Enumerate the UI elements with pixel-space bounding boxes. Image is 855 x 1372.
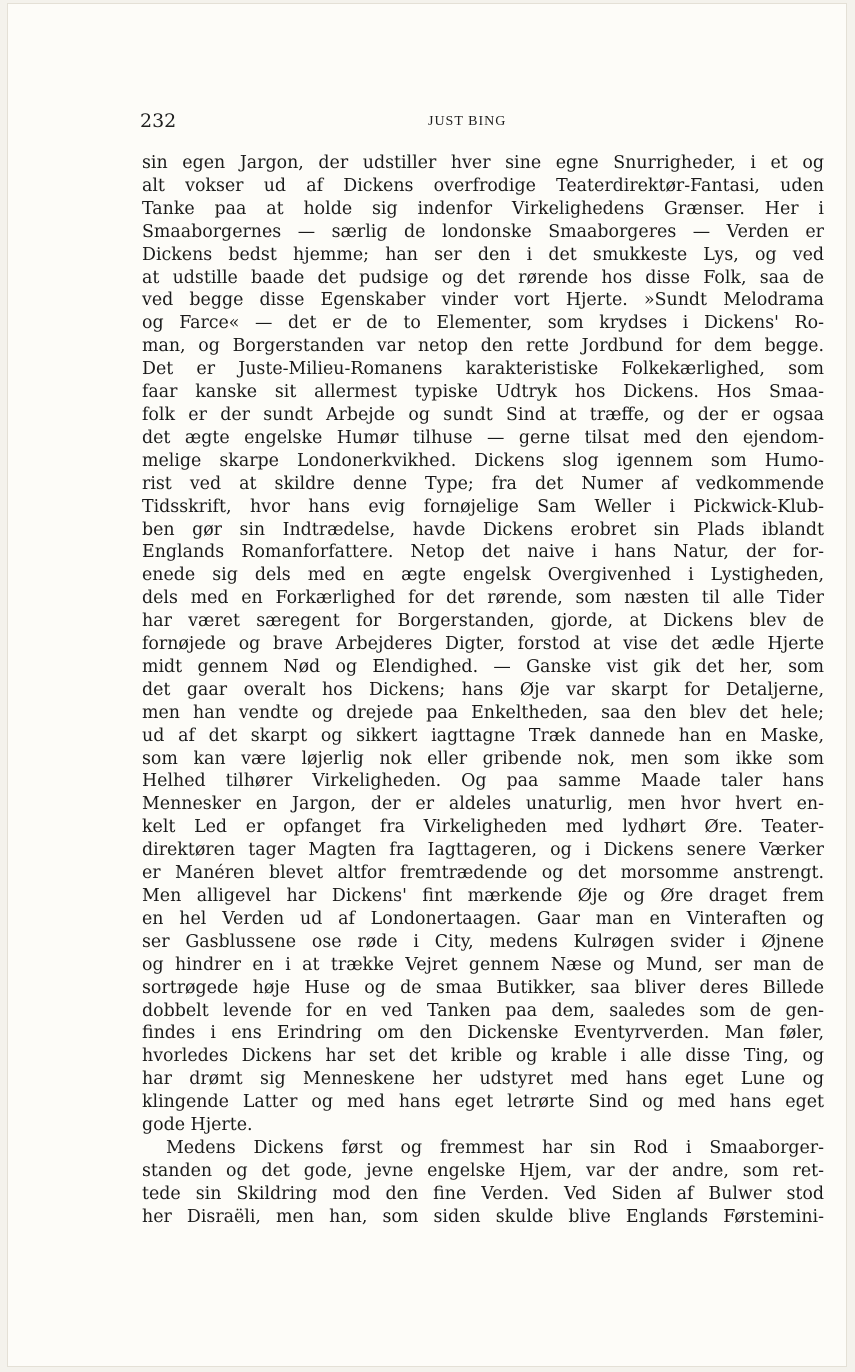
text-line: Helhed tilhører Virkeligheden. Og paa samme Maade taler hans — [142, 771, 824, 792]
text-line: er Manéren blevet altfor fremtrædende og det morsomme anstrengt. — [142, 863, 824, 884]
text-line: og hindrer en i at trække Vejret gennem Næse og Mund, ser man de — [142, 954, 824, 975]
text-line: hvorledes Dickens har set det krible og krable i alle disse Ting, og — [142, 1046, 824, 1067]
text-line: Medens Dickens først og fremmest har sin Rod i Smaaborger- — [166, 1137, 824, 1158]
running-head: JUST BING — [428, 114, 507, 129]
text-line: rist ved at skildre denne Type; fra det Numer af vedkommende — [142, 473, 824, 494]
text-line: tede sin Skildring mod den fine Verden. Ved Siden af Bulwer stod — [142, 1183, 824, 1204]
text-line: kelt Led er opfanget fra Virkeligheden med lydhørt Øre. Teater- — [142, 817, 824, 838]
book-page — [8, 4, 846, 1366]
text-line: men han vendte og drejede paa Enkeltheden, saa den blev det hele; — [142, 702, 824, 723]
text-line: dels med en Forkærlighed for det rørende, som næsten til alle Tider — [142, 588, 824, 609]
text-line: ved begge disse Egenskaber vinder vort Hjerte. »Sundt Melodrama — [142, 290, 824, 311]
text-line: en hel Verden ud af Londonertaagen. Gaar man en Vinteraften og — [142, 908, 824, 929]
text-line: Smaaborgernes — særlig de londonske Smaaborgeres — Verden er — [142, 221, 824, 242]
text-line: Det er Juste-Milieu-Romanens karakteristiske Folkekærlighed, som — [142, 359, 824, 380]
text-line: det gaar overalt hos Dickens; hans Øje var skarpt for Detaljerne, — [142, 679, 824, 700]
text-line: Englands Romanforfattere. Netop det naive i hans Natur, der for- — [142, 542, 824, 563]
text-line: midt gennem Nød og Elendighed. — Ganske vist gik det her, som — [142, 656, 824, 677]
text-line: som kan være løjerlig nok eller gribende nok, men som ikke som — [142, 748, 824, 769]
text-line: ben gør sin Indtrædelse, havde Dickens erobret sin Plads iblandt — [142, 519, 824, 540]
text-line: har drømt sig Menneskene her udstyret med hans eget Lune og — [142, 1069, 824, 1090]
body-text — [142, 152, 824, 1229]
text-line: og Farce« — det er de to Elementer, som krydses i Dickens' Ro- — [142, 313, 824, 334]
text-line: fornøjede og brave Arbejderes Digter, forstod at vise det ædle Hjerte — [142, 634, 824, 655]
text-line: Tidsskrift, hvor hans evig fornøjelige Sam Weller i Pickwick-Klub- — [142, 496, 824, 517]
text-line: ud af det skarpt og sikkert iagttagne Træk dannede han en Maske, — [142, 725, 824, 746]
text-line: Mennesker en Jargon, der er aldeles unaturlig, men hvor hvert en- — [142, 794, 824, 815]
text-line: sin egen Jargon, der udstiller hver sine egne Snurrigheder, i et og — [142, 153, 824, 173]
text-line: ser Gasblussene ose røde i City, medens Kulrøgen svider i Øjnene — [142, 931, 824, 952]
text-line: enede sig dels med en ægte engelsk Overgivenhed i Lystigheden, — [142, 565, 824, 586]
text-line: direktøren tager Magten fra Iagttageren, og i Dickens senere Værker — [142, 840, 824, 861]
text-line: standen og det gode, jevne engelske Hjem, var der andre, som ret- — [142, 1160, 824, 1181]
text-line: man, og Borgerstanden var netop den rette Jordbund for dem begge. — [142, 336, 824, 357]
text-line: folk er der sundt Arbejde og sundt Sind at træffe, og der er ogsaa — [142, 404, 824, 425]
text-line: Men alligevel har Dickens' fint mærkende Øje og Øre draget frem — [142, 886, 824, 906]
text-line: Tanke paa at holde sig indenfor Virkelighedens Grænser. Her i — [142, 198, 824, 219]
text-line: her Disraëli, men han, som siden skulde blive Englands Førstemini- — [142, 1206, 824, 1227]
text-line: findes i ens Erindring om den Dickenske Eventyrverden. Man føler, — [142, 1023, 824, 1044]
text-line: har været særegent for Borgerstanden, gjorde, at Dickens blev de — [142, 611, 824, 632]
text-line: sortrøgede høje Huse og de smaa Butikker, saa bliver deres Billede — [142, 977, 824, 998]
page-number: 232 — [140, 110, 177, 132]
text-line: alt vokser ud af Dickens overfrodige Teaterdirektør-Fantasi, uden — [142, 175, 824, 196]
text-line: dobbelt levende for en ved Tanken paa dem, saaledes som de gen- — [142, 1000, 824, 1021]
text-line: Dickens bedst hjemme; han ser den i det smukkeste Lys, og ved — [142, 244, 824, 265]
text-line: klingende Latter og med hans eget letrørte Sind og med hans eget — [142, 1092, 824, 1113]
text-line: faar kanske sit allermest typiske Udtryk hos Dickens. Hos Smaa- — [142, 382, 824, 403]
text-line: at udstille baade det pudsige og det rørende hos disse Folk, saa de — [142, 267, 824, 288]
text-line: det ægte engelske Humør tilhuse — gerne tilsat med den ejendom- — [142, 427, 824, 448]
text-line: melige skarpe Londonerkvikhed. Dickens slog igennem som Humo- — [142, 450, 824, 471]
text-line: gode Hjerte. — [142, 1115, 253, 1136]
